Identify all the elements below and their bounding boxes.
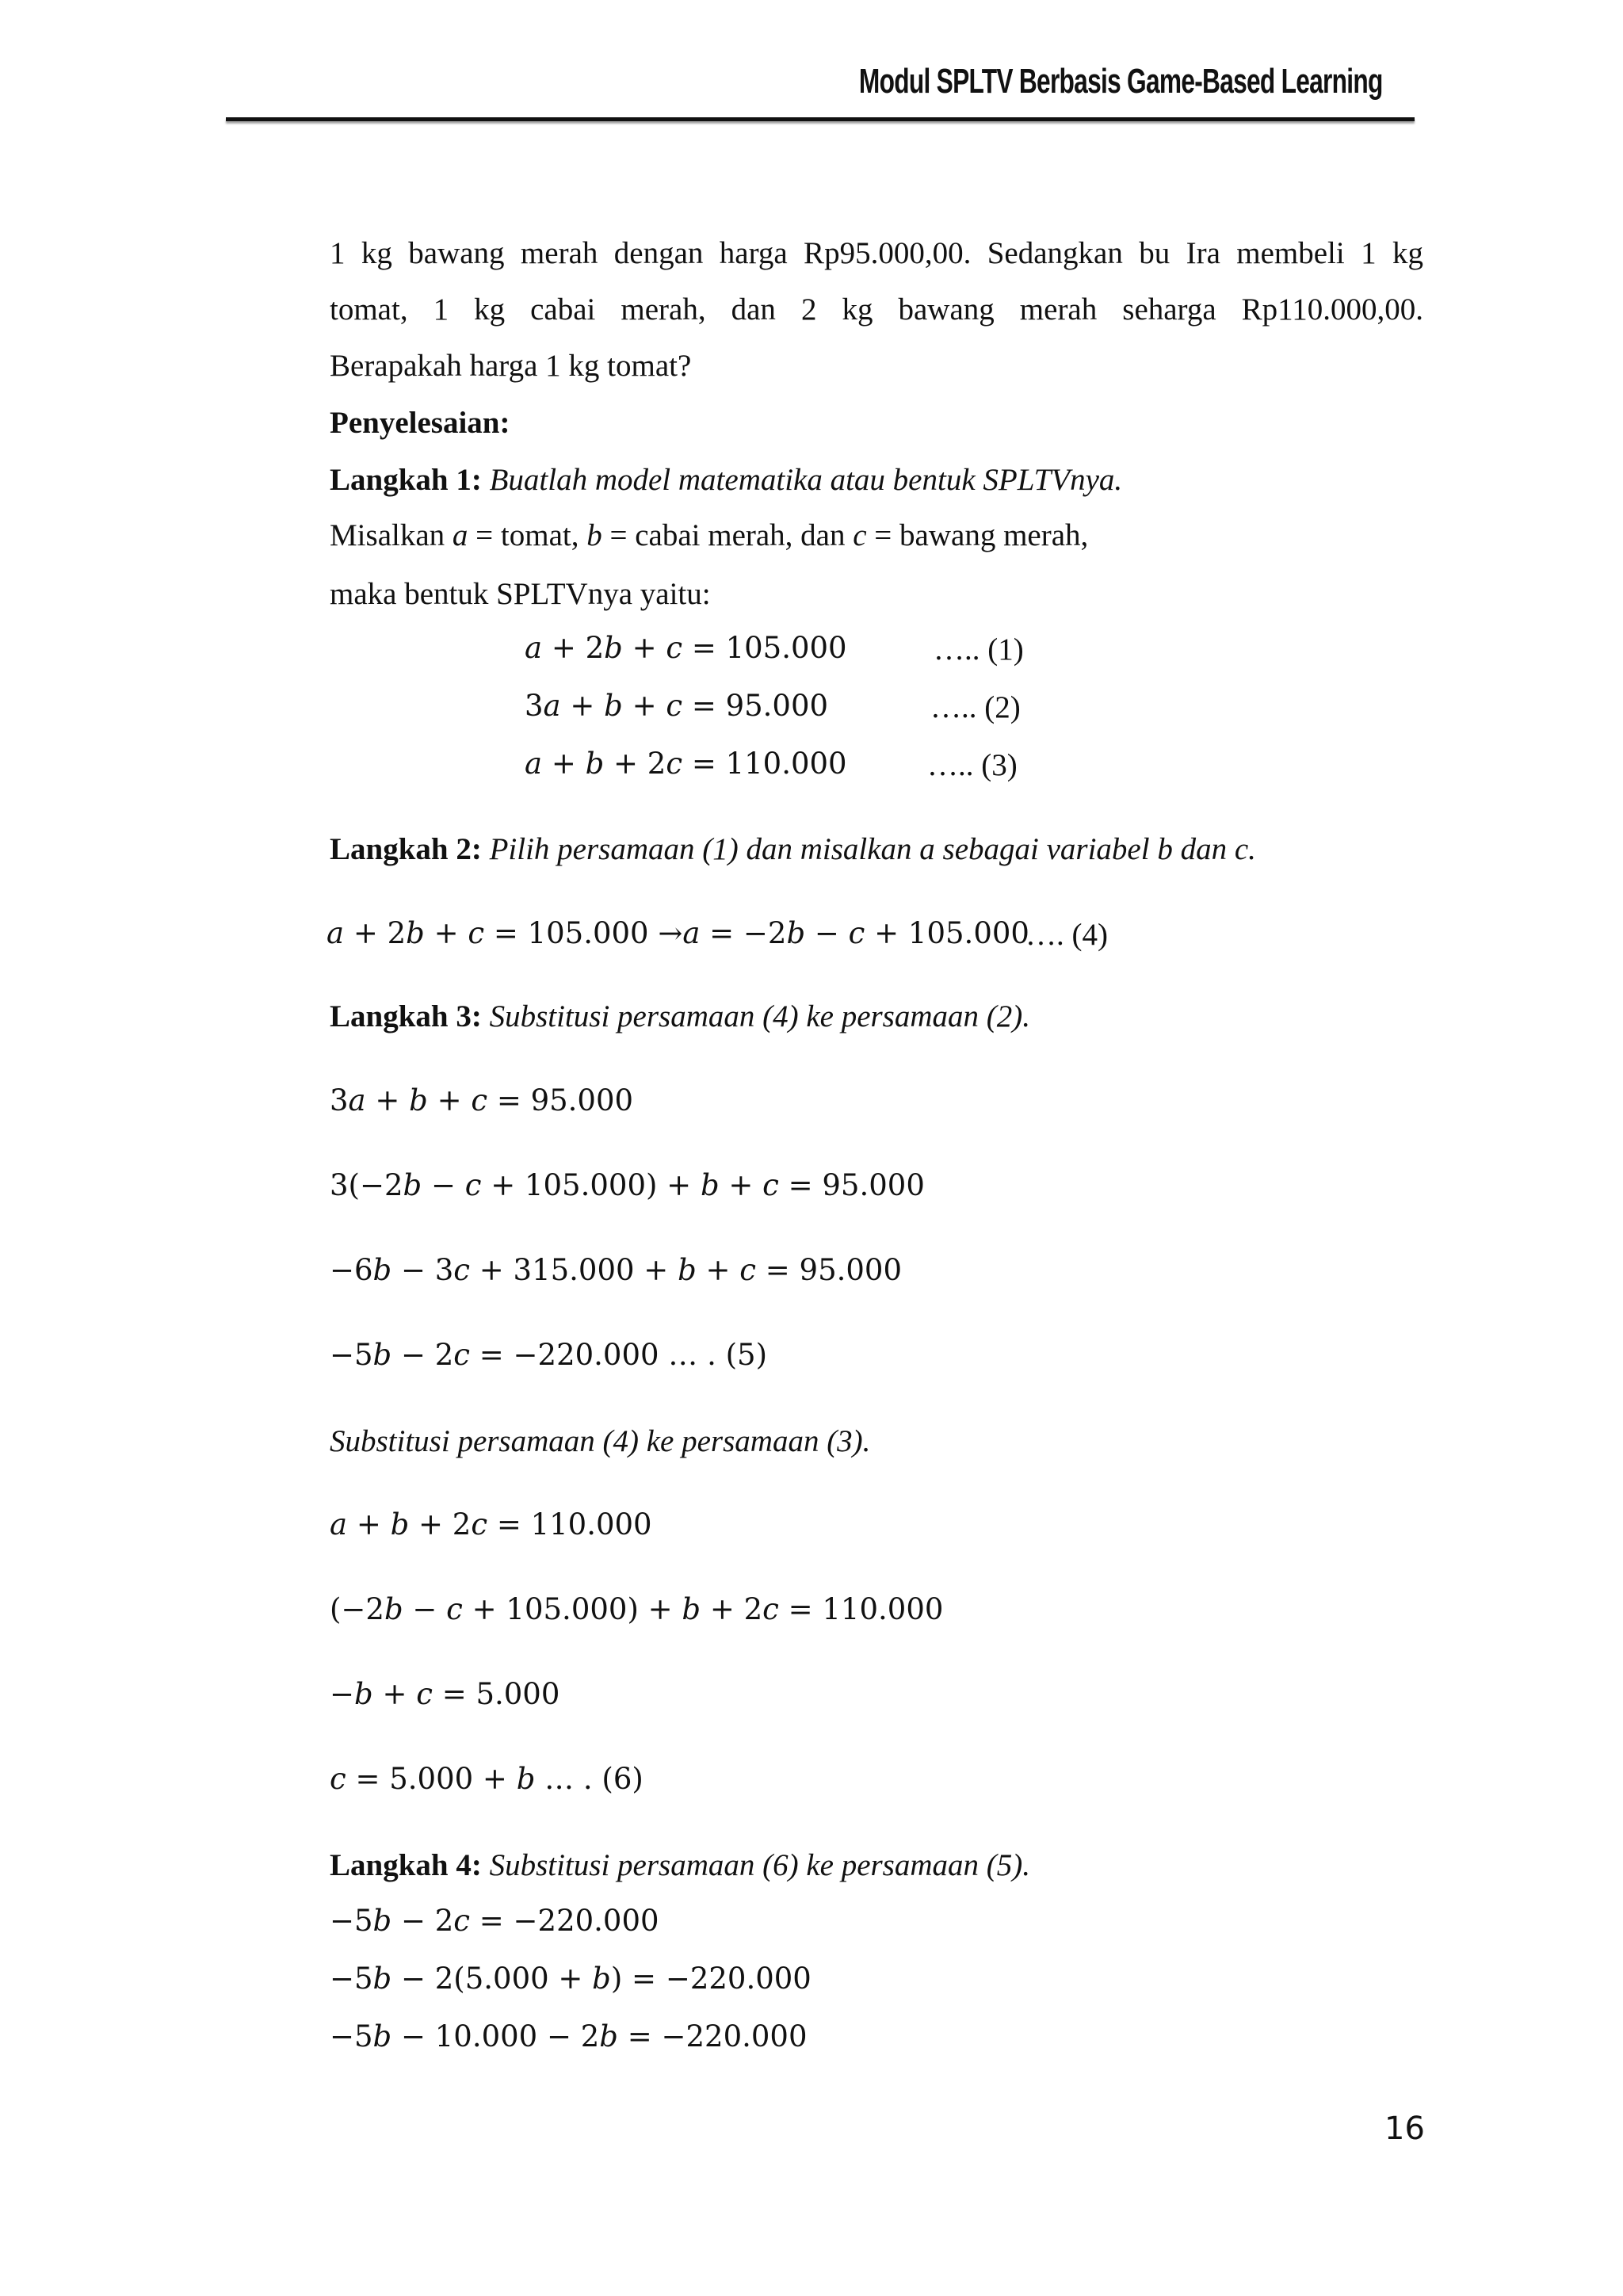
substitution-3-heading: Substitusi persamaan (4) ke persamaan (3). (330, 1424, 871, 1458)
system-equation-3: 𝑎 + 𝑏 + 2𝑐 = 110.000 (525, 747, 847, 781)
step-1-text: Buatlah model matematika atau bentuk SPLTVnya. (481, 463, 1123, 497)
step-3 (330, 1001, 1030, 1032)
misal-text-3: = cabai merah, dan (601, 518, 854, 552)
substitution-2-line-2: 3(−2𝑏 − 𝑐 + 105.000) + 𝑏 + 𝑐 = 95.000 (330, 1168, 925, 1202)
substitution-3-line-3: −𝑏 + 𝑐 = 5.000 (330, 1677, 560, 1711)
step-2-label: Langkah 2: (330, 832, 482, 866)
system-tag-2: ….. (2) (930, 690, 1021, 724)
system-equation-2: 3𝑎 + 𝑏 + 𝑐 = 95.000 (525, 689, 829, 723)
step-1-label: Langkah 1: (330, 463, 482, 497)
substitution-3-line-4: 𝑐 = 5.000 + 𝑏 … . (6) (330, 1762, 643, 1796)
substitution-4-line-3: −5𝑏 − 10.000 − 2𝑏 = −220.000 (330, 2019, 808, 2053)
var-b: b (586, 518, 602, 552)
step-4-text: Substitusi persamaan (6) ke persamaan (5). (481, 1848, 1031, 1882)
step-2-text: Pilih persamaan (1) dan misalkan a sebagai variabel b dan c. (481, 832, 1256, 866)
substitution-4-line-2: −5𝑏 − 2(5.000 + 𝑏) = −220.000 (330, 1962, 812, 1996)
step-3-text: Substitusi persamaan (4) ke persamaan (2). (481, 999, 1031, 1033)
substitution-3-line-2: (−2𝑏 − 𝑐 + 105.000) + 𝑏 + 2𝑐 = 110.000 (330, 1592, 944, 1626)
problem-line-1: 1 kg bawang merah dengan harga Rp95.000,00. Sedangkan bu Ira membeli 1 kg (330, 236, 1423, 270)
step-4 (330, 1850, 1030, 1881)
step-3-label: Langkah 3: (330, 999, 482, 1033)
system-intro: maka bentuk SPLTVnya yaitu: (330, 577, 711, 611)
substitution-3-line-1: 𝑎 + 𝑏 + 2𝑐 = 110.000 (330, 1507, 652, 1541)
misal-text-4: = bawang merah, (866, 518, 1089, 552)
misal-text-1: Misalkan (330, 518, 453, 552)
var-c: c (853, 518, 867, 552)
substitution-2-line-1: 3𝑎 + 𝑏 + 𝑐 = 95.000 (330, 1083, 634, 1117)
substitution-2-line-3: −6𝑏 − 3𝑐 + 315.000 + 𝑏 + 𝑐 = 95.000 (330, 1253, 902, 1287)
system-tag-3: ….. (3) (927, 748, 1018, 782)
system-equation-1: 𝑎 + 2𝑏 + 𝑐 = 105.000 (525, 631, 847, 665)
step-2 (330, 834, 1256, 865)
substitution-2-line-4: −5𝑏 − 2𝑐 = −220.000 … . (5) (330, 1338, 768, 1372)
system-tag-1: ….. (1) (934, 632, 1024, 667)
equation-4: 𝑎 + 2𝑏 + 𝑐 = 105.000 →𝑎 = −2𝑏 − 𝑐 + 105.000 (327, 916, 1029, 950)
substitution-4-line-1: −5𝑏 − 2𝑐 = −220.000 (330, 1904, 659, 1938)
step-4-label: Langkah 4: (330, 1848, 482, 1882)
solution-heading: Penyelesaian: (330, 406, 510, 440)
header-rule (226, 117, 1415, 121)
page-number: 16 (1384, 2111, 1425, 2147)
misal-text-2: = tomat, (468, 518, 587, 552)
var-a: a (452, 518, 468, 552)
step-1 (330, 464, 1122, 495)
equation-4-tag: …. (4) (1025, 918, 1108, 952)
variable-definition (330, 520, 1088, 551)
running-header: Modul SPLTV Berbasis Game-Based Learning (859, 62, 1383, 101)
problem-line-2: tomat, 1 kg cabai merah, dan 2 kg bawang merah seharga Rp110.000,00. (330, 292, 1423, 327)
problem-line-3: Berapakah harga 1 kg tomat? (330, 349, 692, 383)
